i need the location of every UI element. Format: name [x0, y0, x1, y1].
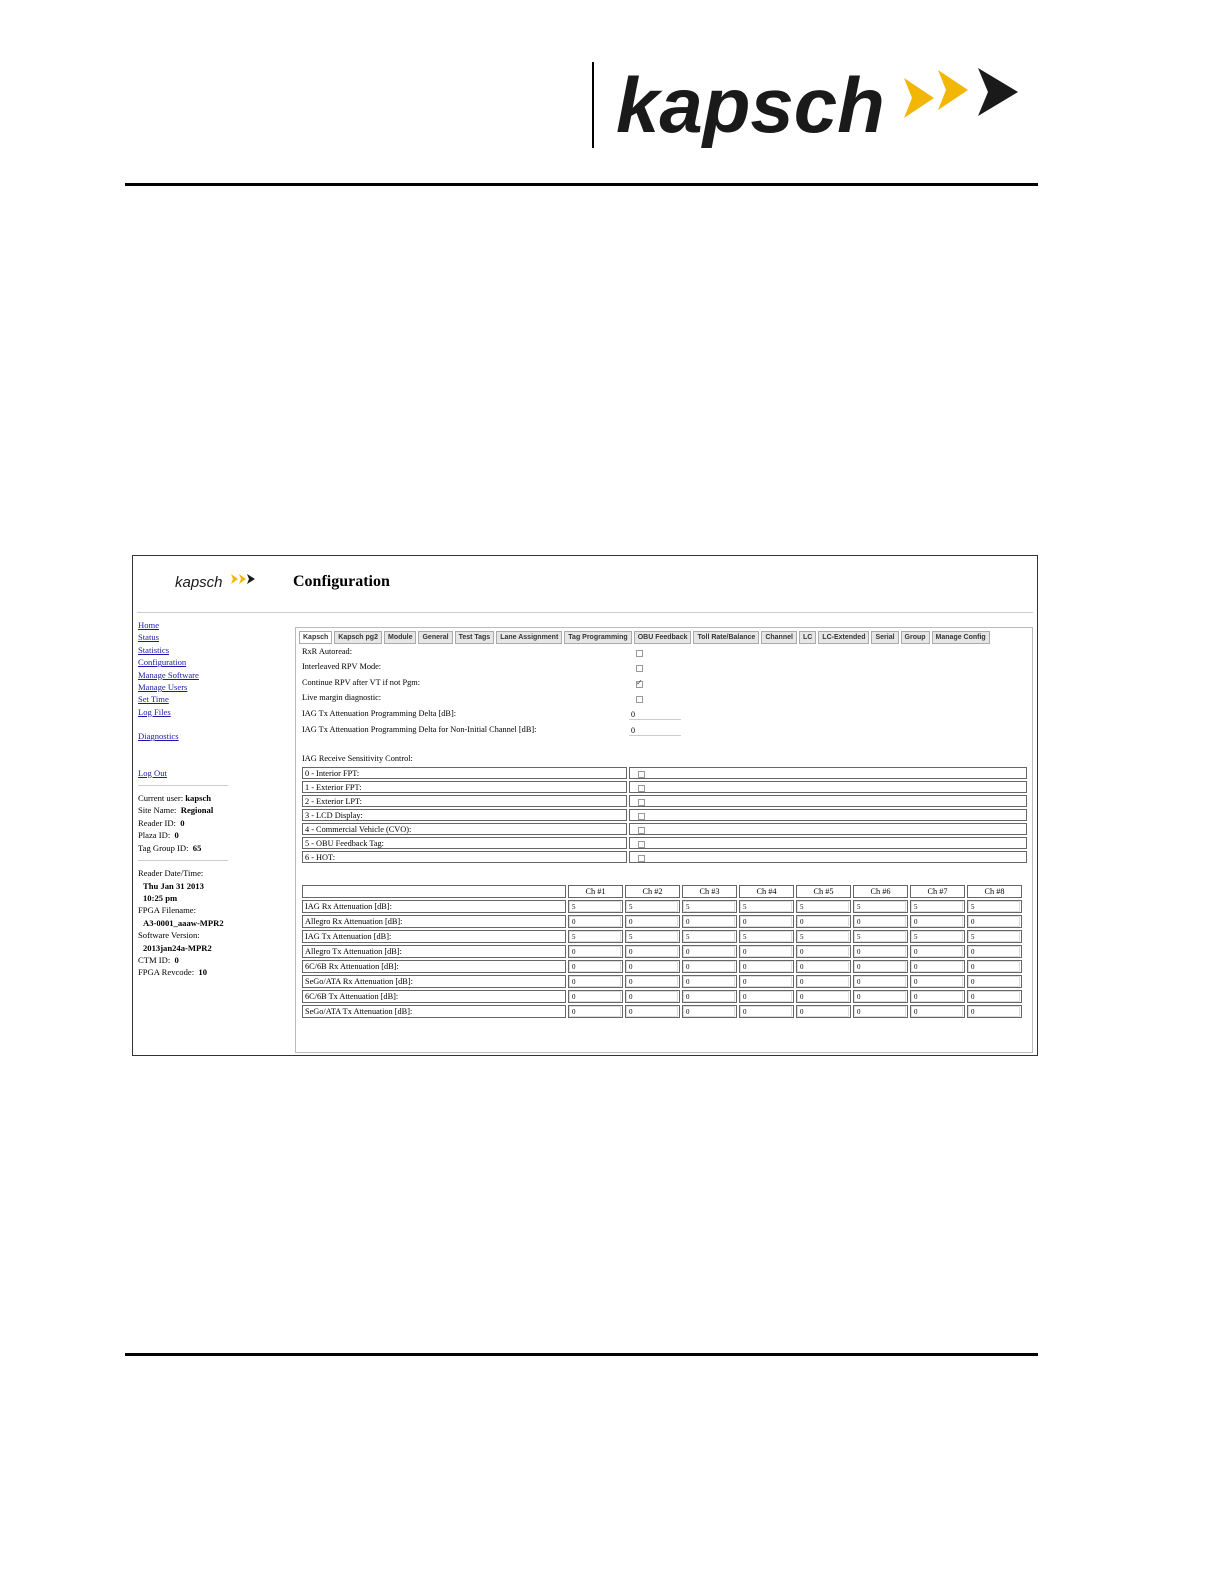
attenuation-cell	[853, 975, 908, 988]
logo-chevrons-icon	[904, 68, 1018, 118]
nav-link-statistics[interactable]: Statistics	[138, 644, 170, 655]
attenuation-input[interactable]	[683, 931, 735, 942]
attenuation-input[interactable]	[740, 991, 792, 1002]
delta-row: IAG Tx Attenuation Programming Delta [dB]:	[302, 709, 457, 718]
fpga-filename: A3-0001_aaaw-MPR2	[143, 917, 224, 928]
attenuation-input[interactable]	[683, 901, 735, 912]
tab-kapsch-pg2[interactable]: Kapsch pg2	[334, 631, 382, 644]
nav-link-configuration[interactable]: Configuration	[138, 657, 187, 668]
sensitivity-title: IAG Receive Sensitivity Control:	[302, 754, 413, 763]
attenuation-cell	[625, 990, 680, 1003]
attenuation-cell	[910, 930, 965, 943]
attenuation-input[interactable]	[626, 1006, 678, 1017]
tab-lane-assignment[interactable]: Lane Assignment	[496, 631, 562, 644]
attenuation-input[interactable]	[968, 991, 1020, 1002]
plaza-id-info: Plaza ID: 0	[138, 830, 179, 841]
attenuation-cell	[853, 930, 908, 943]
attenuation-cell	[796, 960, 851, 973]
table-row: 0 - Interior FPT:	[302, 767, 1027, 779]
attenuation-cell	[796, 945, 851, 958]
attenuation-cell	[568, 915, 623, 928]
tx-delta-non-initial-input[interactable]	[629, 726, 681, 736]
nav-link-manage-software[interactable]: Manage Software	[138, 669, 199, 680]
sensitivity-checkbox[interactable]	[638, 841, 645, 848]
attenuation-input[interactable]	[569, 916, 621, 927]
attenuation-input[interactable]	[626, 991, 678, 1002]
attenuation-cell	[568, 990, 623, 1003]
attenuation-input[interactable]	[911, 1006, 963, 1017]
table-row	[302, 975, 1022, 988]
attenuation-cell	[739, 930, 794, 943]
logout-link[interactable]: Log Out	[138, 767, 167, 778]
reader-time: 10:25 pm	[143, 892, 178, 903]
tab-tag-programming[interactable]: Tag Programming	[564, 631, 631, 644]
table-row	[302, 915, 1022, 928]
attenuation-cell	[625, 975, 680, 988]
attenuation-cell	[796, 915, 851, 928]
attenuation-cell	[967, 930, 1022, 943]
attenuation-input[interactable]	[740, 976, 792, 987]
sidebar-divider	[138, 860, 228, 861]
nav-link-home[interactable]: Home	[138, 620, 160, 630]
attenuation-cell	[967, 945, 1022, 958]
channel-header: Ch #7	[910, 885, 965, 898]
attenuation-cell	[625, 930, 680, 943]
table-row: 5 - OBU Feedback Tag:	[302, 837, 1027, 849]
reader-datetime-label: Reader Date/Time:	[138, 868, 204, 879]
nav-link-manage-users[interactable]: Manage Users	[138, 682, 188, 693]
attenuation-input[interactable]	[569, 976, 621, 987]
attenuation-input[interactable]	[740, 961, 792, 972]
attenuation-cell	[796, 975, 851, 988]
tab-test-tags[interactable]: Test Tags	[455, 631, 495, 644]
attenuation-input[interactable]	[626, 976, 678, 987]
attenuation-cell	[910, 975, 965, 988]
tab-general[interactable]: General	[418, 631, 452, 644]
attenuation-input[interactable]	[854, 901, 906, 912]
attenuation-cell	[910, 990, 965, 1003]
fpga-revcode-info: FPGA Revcode: 10	[138, 967, 207, 978]
attenuation-input[interactable]	[626, 946, 678, 957]
attenuation-input[interactable]	[683, 1006, 735, 1017]
attenuation-label: Allegro Tx Attenuation [dB]:	[302, 945, 566, 958]
table-row: 2 - Exterior LPT:	[302, 795, 1027, 807]
attenuation-label: Allegro Rx Attenuation [dB]:	[302, 915, 566, 928]
attenuation-label: SeGo/ATA Rx Attenuation [dB]:	[302, 975, 566, 988]
attenuation-table	[300, 883, 1024, 1020]
attenuation-cell	[568, 1005, 623, 1018]
channel-header: Ch #3	[682, 885, 737, 898]
attenuation-cell	[625, 1005, 680, 1018]
ctm-id-info: CTM ID: 0	[138, 954, 179, 965]
attenuation-cell	[967, 990, 1022, 1003]
attenuation-input[interactable]	[740, 1006, 792, 1017]
sensitivity-checkbox[interactable]	[638, 827, 645, 834]
tag-group-info: Tag Group ID: 65	[138, 842, 202, 853]
tab-module[interactable]: Module	[384, 631, 417, 644]
option-row: RxR Autoread:	[302, 647, 353, 656]
attenuation-cell	[739, 975, 794, 988]
attenuation-input[interactable]	[683, 991, 735, 1002]
site-name-info: Site Name: Regional	[138, 805, 214, 816]
attenuation-input[interactable]	[740, 946, 792, 957]
svg-text:kapsch: kapsch	[175, 574, 223, 591]
attenuation-input[interactable]	[854, 991, 906, 1002]
attenuation-input[interactable]	[911, 991, 963, 1002]
attenuation-input[interactable]	[626, 901, 678, 912]
table-header-row	[302, 885, 1022, 898]
attenuation-input[interactable]	[797, 1006, 849, 1017]
attenuation-cell	[853, 915, 908, 928]
logo-wordmark: kapsch	[616, 61, 885, 149]
attenuation-input[interactable]	[683, 916, 735, 927]
attenuation-cell	[910, 1005, 965, 1018]
table-row: 6 - HOT:	[302, 851, 1027, 863]
attenuation-input[interactable]	[854, 916, 906, 927]
option-row: Continue RPV after VT if not Pgm:	[302, 678, 421, 687]
attenuation-input[interactable]	[740, 901, 792, 912]
tab-group[interactable]: Group	[901, 631, 930, 644]
option-row: Live margin diagnostic:	[302, 693, 382, 702]
attenuation-input[interactable]	[854, 961, 906, 972]
page-title: Configuration	[293, 573, 390, 590]
channel-header: Ch #8	[967, 885, 1022, 898]
attenuation-input[interactable]	[911, 961, 963, 972]
header-rule	[125, 183, 1038, 186]
attenuation-cell	[568, 930, 623, 943]
attenuation-input[interactable]	[626, 916, 678, 927]
header-blank-cell	[302, 885, 566, 898]
attenuation-input[interactable]	[626, 931, 678, 942]
attenuation-cell	[682, 930, 737, 943]
sidebar-divider	[138, 785, 228, 786]
option-checkbox-continue-rpv[interactable]	[636, 681, 643, 688]
attenuation-cell	[682, 975, 737, 988]
app-logo-chevrons-icon	[231, 574, 255, 584]
attenuation-input[interactable]	[911, 931, 963, 942]
attenuation-input[interactable]	[968, 901, 1020, 912]
attenuation-input[interactable]	[854, 976, 906, 987]
option-checkbox-rxr-autoread[interactable]	[636, 650, 643, 657]
attenuation-cell	[739, 915, 794, 928]
table-row	[302, 930, 1022, 943]
attenuation-input[interactable]	[911, 901, 963, 912]
attenuation-input[interactable]	[569, 1006, 621, 1017]
nav-link-log-files[interactable]: Log Files	[138, 706, 171, 717]
attenuation-input[interactable]	[797, 961, 849, 972]
sensitivity-checkbox[interactable]	[638, 855, 645, 862]
title-divider	[137, 612, 1033, 613]
channel-header: Ch #4	[739, 885, 794, 898]
attenuation-cell	[682, 900, 737, 913]
table-row: 4 - Commercial Vehicle (CVO):	[302, 823, 1027, 835]
attenuation-cell	[910, 960, 965, 973]
sensitivity-checkbox[interactable]	[638, 813, 645, 820]
option-checkbox-interleaved-rpv[interactable]	[636, 665, 643, 672]
attenuation-input[interactable]	[968, 1006, 1020, 1017]
attenuation-input[interactable]	[626, 961, 678, 972]
attenuation-cell	[625, 960, 680, 973]
attenuation-cell	[682, 1005, 737, 1018]
sensitivity-table	[300, 765, 1029, 865]
attenuation-input[interactable]	[968, 931, 1020, 942]
delta-row: IAG Tx Attenuation Programming Delta for Non-Initial Channel [dB]:	[302, 725, 537, 734]
attenuation-label: 6C/6B Rx Attenuation [dB]:	[302, 960, 566, 973]
attenuation-input[interactable]	[911, 976, 963, 987]
attenuation-cell	[739, 1005, 794, 1018]
attenuation-cell	[967, 915, 1022, 928]
attenuation-cell	[967, 900, 1022, 913]
attenuation-cell	[910, 945, 965, 958]
software-version: 2013jan24a-MPR2	[143, 942, 212, 953]
attenuation-input[interactable]	[740, 916, 792, 927]
attenuation-input[interactable]	[797, 931, 849, 942]
attenuation-cell	[853, 960, 908, 973]
attenuation-cell	[967, 1005, 1022, 1018]
attenuation-cell	[796, 930, 851, 943]
attenuation-input[interactable]	[683, 976, 735, 987]
attenuation-cell	[853, 990, 908, 1003]
attenuation-cell	[796, 990, 851, 1003]
channel-header: Ch #2	[625, 885, 680, 898]
sidebar	[138, 619, 268, 979]
attenuation-input[interactable]	[797, 946, 849, 957]
tab-manage-config[interactable]: Manage Config	[932, 631, 990, 644]
attenuation-input[interactable]	[740, 931, 792, 942]
attenuation-cell	[910, 900, 965, 913]
attenuation-cell	[739, 960, 794, 973]
reader-id-info: Reader ID: 0	[138, 817, 185, 828]
attenuation-cell	[796, 1005, 851, 1018]
table-row	[302, 945, 1022, 958]
table-row: 1 - Exterior FPT:	[302, 781, 1027, 793]
table-row: 3 - LCD Display:	[302, 809, 1027, 821]
tab-bar	[299, 631, 990, 643]
attenuation-input[interactable]	[797, 991, 849, 1002]
attenuation-cell	[682, 990, 737, 1003]
channel-header: Ch #1	[568, 885, 623, 898]
attenuation-input[interactable]	[968, 946, 1020, 957]
attenuation-cell	[568, 900, 623, 913]
channel-header: Ch #5	[796, 885, 851, 898]
nav-link-status[interactable]: Status	[138, 632, 160, 643]
attenuation-cell	[568, 945, 623, 958]
software-version-label: Software Version:	[138, 930, 200, 941]
attenuation-input[interactable]	[569, 991, 621, 1002]
attenuation-cell	[682, 945, 737, 958]
attenuation-input[interactable]	[854, 1006, 906, 1017]
configuration-screenshot	[132, 555, 1038, 1056]
attenuation-input[interactable]	[569, 931, 621, 942]
attenuation-input[interactable]	[797, 901, 849, 912]
fpga-filename-label: FPGA Filename:	[138, 905, 197, 916]
attenuation-label: IAG Rx Attenuation [dB]:	[302, 900, 566, 913]
tab-toll-rate-balance[interactable]: Toll Rate/Balance	[693, 631, 759, 644]
option-row: Interleaved RPV Mode:	[302, 662, 382, 671]
table-row	[302, 960, 1022, 973]
attenuation-input[interactable]	[683, 946, 735, 957]
config-panel	[295, 627, 1033, 1053]
attenuation-label: 6C/6B Tx Attenuation [dB]:	[302, 990, 566, 1003]
header-divider	[592, 62, 594, 148]
attenuation-cell	[853, 900, 908, 913]
tab-kapsch[interactable]: Kapsch	[299, 631, 332, 644]
app-logo	[173, 570, 273, 592]
attenuation-cell	[568, 960, 623, 973]
table-row	[302, 1005, 1022, 1018]
tab-channel[interactable]: Channel	[761, 631, 797, 644]
attenuation-cell	[568, 975, 623, 988]
attenuation-input[interactable]	[854, 946, 906, 957]
attenuation-input[interactable]	[854, 931, 906, 942]
table-row	[302, 990, 1022, 1003]
tab-serial[interactable]: Serial	[871, 631, 898, 644]
sensitivity-checkbox[interactable]	[638, 771, 645, 778]
tab-lc-extended[interactable]: LC-Extended	[818, 631, 869, 644]
attenuation-input[interactable]	[797, 976, 849, 987]
attenuation-cell	[682, 960, 737, 973]
attenuation-input[interactable]	[683, 961, 735, 972]
tx-delta-input[interactable]	[629, 710, 681, 720]
attenuation-label: IAG Tx Attenuation [dB]:	[302, 930, 566, 943]
kapsch-logo	[612, 60, 1032, 150]
current-user-info: Current user: kapsch	[138, 793, 212, 804]
attenuation-input[interactable]	[797, 916, 849, 927]
tab-lc[interactable]: LC	[799, 631, 816, 644]
attenuation-label: SeGo/ATA Tx Attenuation [dB]:	[302, 1005, 566, 1018]
attenuation-input[interactable]	[968, 961, 1020, 972]
table-row	[302, 900, 1022, 913]
sensitivity-checkbox[interactable]	[638, 799, 645, 806]
attenuation-cell	[967, 960, 1022, 973]
attenuation-cell	[739, 900, 794, 913]
attenuation-cell	[625, 915, 680, 928]
reader-date: Thu Jan 31 2013	[143, 880, 204, 891]
nav-link-diagnostics[interactable]: Diagnostics	[138, 731, 179, 742]
attenuation-input[interactable]	[569, 901, 621, 912]
attenuation-cell	[796, 900, 851, 913]
attenuation-input[interactable]	[569, 946, 621, 957]
channel-header: Ch #6	[853, 885, 908, 898]
attenuation-cell	[853, 945, 908, 958]
attenuation-input[interactable]	[911, 916, 963, 927]
tab-obu-feedback[interactable]: OBU Feedback	[634, 631, 692, 644]
attenuation-cell	[853, 1005, 908, 1018]
nav-link-set-time[interactable]: Set Time	[138, 694, 169, 705]
footer-rule	[125, 1353, 1038, 1356]
attenuation-input[interactable]	[968, 916, 1020, 927]
attenuation-cell	[625, 945, 680, 958]
attenuation-input[interactable]	[569, 961, 621, 972]
attenuation-cell	[967, 975, 1022, 988]
attenuation-input[interactable]	[911, 946, 963, 957]
attenuation-cell	[682, 915, 737, 928]
attenuation-cell	[739, 990, 794, 1003]
option-checkbox-live-margin[interactable]	[636, 696, 643, 703]
attenuation-cell	[739, 945, 794, 958]
sensitivity-checkbox[interactable]	[638, 785, 645, 792]
attenuation-input[interactable]	[968, 976, 1020, 987]
attenuation-cell	[625, 900, 680, 913]
attenuation-cell	[910, 915, 965, 928]
